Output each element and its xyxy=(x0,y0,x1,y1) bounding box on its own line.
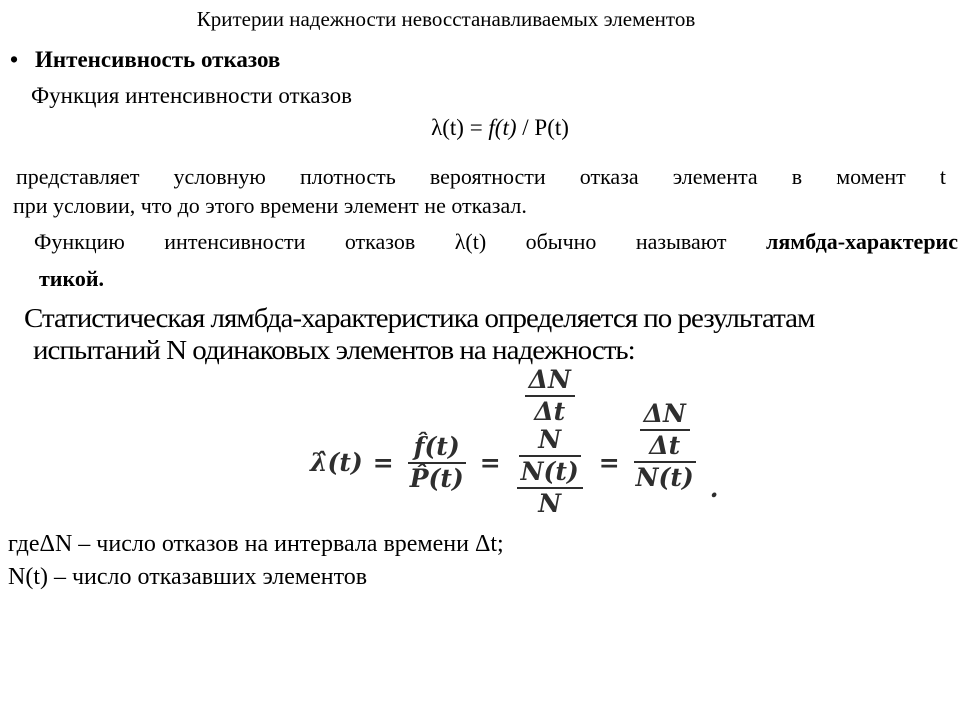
eq-fraction-last-num xyxy=(634,400,696,463)
eq-period: . xyxy=(709,474,719,503)
eq-fraction-fP xyxy=(404,433,470,493)
bullet-icon: • xyxy=(10,47,19,72)
paragraph2-bold-tail: тикой. xyxy=(39,266,105,291)
eq-fraction-middle xyxy=(511,366,589,518)
eq-fraction-dNdt-2 xyxy=(640,400,690,460)
eq-N-under: N xyxy=(538,425,562,454)
eq-N-bottom: N xyxy=(538,489,562,518)
eq-equals-3: = xyxy=(598,448,620,477)
paragraph2-normal: Функцию интенсивности отказов λ(t) обычно называют xyxy=(34,229,766,254)
eq-fraction-middle-num xyxy=(519,366,581,457)
paragraph2-line1 xyxy=(34,229,958,255)
paragraph3-line2: испытаний N одинаковых элементов на надежность: xyxy=(33,335,635,366)
eq-equals-2: = xyxy=(479,448,501,477)
paragraph1-line2: при условии, что до этого времени элемент не отказал. xyxy=(13,193,527,218)
eq-Nt-1: N(t) xyxy=(517,458,583,489)
paragraph3-line1: Статистическая лямбда-характеристика определяется по результатам xyxy=(24,303,815,334)
eq-fraction-middle-den xyxy=(511,457,589,518)
formula-f-italic: f(t) xyxy=(488,115,517,140)
eq-fraction-fP-den: P̂(t) xyxy=(409,464,464,493)
intro-line: Функция интенсивности отказов xyxy=(31,83,352,108)
eq-dN-1: ΔN xyxy=(525,366,575,397)
lambda-definition-formula xyxy=(300,115,700,141)
eq-fraction-fP-num: f̂(t) xyxy=(408,433,466,464)
eq-Nt-2: N(t) xyxy=(635,463,694,492)
eq-fraction-NtN xyxy=(517,458,583,518)
slide-title: Критерии надежности невосстанавливаемых элементов xyxy=(196,7,696,31)
where-line-1: гдеΔN – число отказов на интервала времени Δt; xyxy=(8,531,504,557)
eq-fraction-dNdt-1 xyxy=(525,366,575,426)
eq-lhs: λ̂(t) xyxy=(310,448,363,477)
formula-rhs: / P(t) xyxy=(516,115,569,140)
paragraph2-bold: лямбда-характерис xyxy=(765,229,958,254)
formula-lhs: λ(t) = xyxy=(431,115,489,140)
eq-dt-1: Δt xyxy=(534,397,566,426)
eq-dt-2: Δt xyxy=(649,431,681,460)
heading-failure-intensity: Интенсивность отказов xyxy=(35,47,281,72)
where-line-2: N(t) – число отказавших элементов xyxy=(8,564,368,590)
eq-dN-2: ΔN xyxy=(640,400,690,431)
eq-fraction-last xyxy=(630,400,700,492)
paragraph1-line1: представляет условную плотность вероятности отказа элемента в момент t xyxy=(16,164,946,189)
eq-equals-1: = xyxy=(372,448,394,477)
